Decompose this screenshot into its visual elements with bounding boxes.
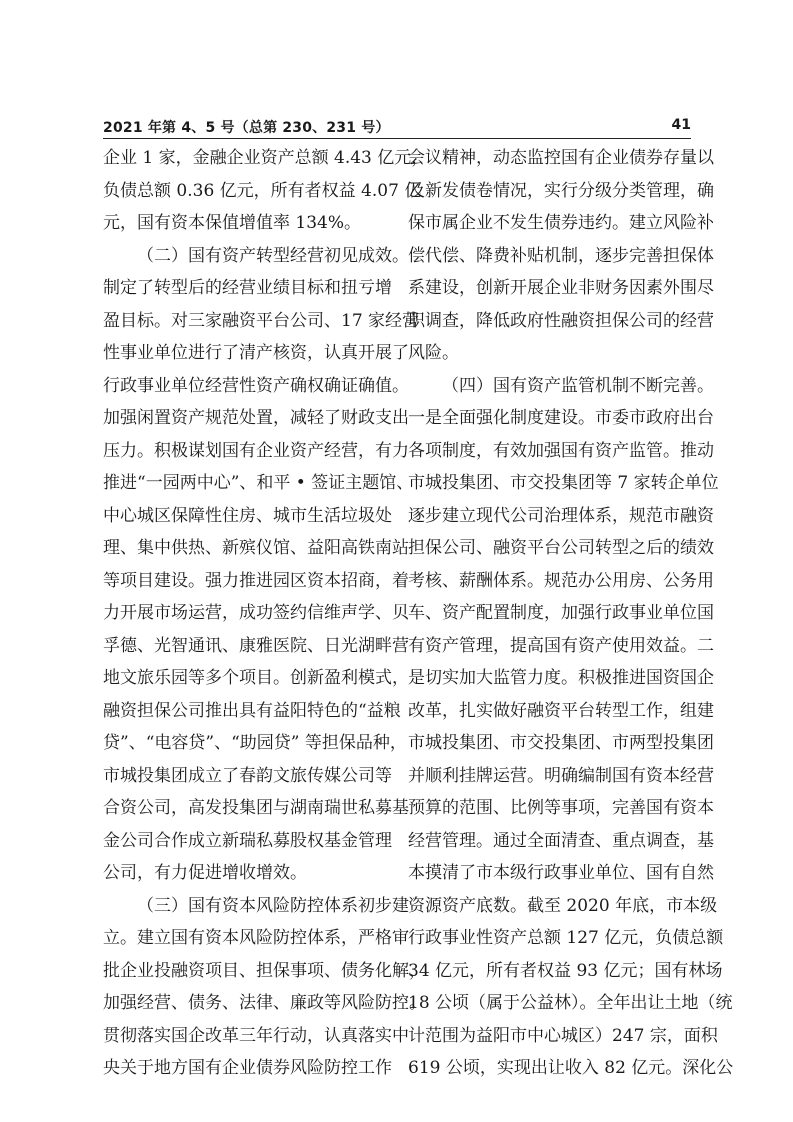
body-text-line: 融资担保公司推出具有益阳特色的“益粮 [103,700,401,721]
body-text-line: 各项制度，有效加强国有资产监管。推动 [408,440,714,461]
body-text-line: 元，国有资本保值增值率 134%。 [103,213,362,233]
body-text-line: 风险。 [408,343,459,363]
journal-issue-title: 2021 年第 4、5 号（总第 230、231 号） [103,120,390,136]
right-text-column [408,142,734,1085]
body-text-line: 34 亿元，所有者权益 93 亿元；国有林场 [408,960,723,981]
body-text-line: 并顺利挂牌运营。明确编制国有资本经营 [408,765,714,786]
body-text-line: 中心城区保障性住房、城市生活垃圾处 [103,505,392,526]
body-text-line: 偿代偿、降费补贴机制，逐步完善担保体 [408,245,714,266]
body-text-line: 立。建立国有资本风险防控体系，严格审 [103,928,409,948]
body-text-line: 是切实加大监管力度。积极推进国资国企 [408,668,714,688]
body-text-line: 车、资产配置制度，加强行政事业单位国 [408,603,714,623]
body-text-line: 理、集中供热、新殡仪馆、益阳高铁南站 [103,538,409,558]
page-number: 41 [671,117,691,133]
body-text-line: 央关于地方国有企业债券风险防控工作 [103,1058,392,1078]
body-text-line: 经营管理。通过全面清查、重点调查，基 [408,830,714,851]
body-text-line: 市城投集团、市交投集团、市两型投集团 [408,733,714,753]
body-text-line: 公司，有力促进增收增效。 [103,863,307,883]
body-text-line: 贯彻落实国企改革三年行动，认真落实中 [103,1025,409,1046]
body-text-line: 金公司合作成立新瑞私募股权基金管理 [103,830,392,851]
body-text-line: 性事业单位进行了清产核资，认真开展了 [103,343,409,363]
body-text-line: 保市属企业不发生债券违约。建立风险补 [408,213,714,233]
body-text-line: 负债总额 0.36 亿元，所有者权益 4.07 亿 [103,180,422,201]
body-text-line: 考核、薪酬体系。规范办公用房、公务用 [408,570,714,591]
body-text-line: 预算的范围、比例等事项，完善国有资本 [408,798,714,818]
running-header [103,117,691,139]
body-text-line: 市城投集团成立了春韵文旅传媒公司等 [103,765,392,786]
section-heading-line: （三）国有资本风险防控体系初步建 [137,895,409,916]
body-text-line: 有资产管理，提高国有资产使用效益。二 [408,635,714,656]
body-text-line: 制定了转型后的经营业绩目标和扭亏增 [103,278,392,298]
body-text-line: 等项目建设。强力推进园区资本招商，着 [103,570,409,591]
body-text-line: 会议精神，动态监控国有企业债券存量以 [408,148,714,168]
body-text-line: 18 公顷（属于公益林）。全年出让土地（统 [408,993,733,1013]
section-heading-line: （四）国有资产监管机制不断完善。 [442,375,714,396]
body-text-line: 地文旅乐园等多个项目。创新盈利模式， [103,668,409,688]
body-text-line: 逐步建立现代公司治理体系，规范市融资 [408,505,714,526]
header-rule [103,138,691,139]
body-text-line: 改革，扎实做好融资平台转型工作，组建 [408,700,714,721]
body-text-line: 推进“一园两中心”、和平 • 签证主题馆、 [103,473,414,493]
body-text-line: 盈目标。对三家融资平台公司、17 家经营 [103,310,420,331]
body-text-line: 行政事业性资产总额 127 亿元，负债总额 [408,928,724,948]
body-text-line: 力开展市场运营，成功签约信维声学、贝 [103,603,409,623]
body-text-line: 合资公司，高发投集团与湖南瑞世私募基 [103,798,409,818]
body-text-line: 担保公司、融资平台公司转型之后的绩效 [408,538,714,558]
body-text-line: 行政事业单位经营性资产确权确证确值。 [103,375,409,396]
body-text-line: 计范围为益阳市中心城区）247 宗，面积 [408,1025,718,1046]
body-text-line: 系建设，创新开展企业非财务因素外围尽 [408,278,714,298]
body-text-line: 压力。积极谋划国有企业资产经营，有力 [103,440,409,461]
body-text-line: 孚德、光智通讯、康雅医院、日光湖畔营 [103,635,409,656]
body-text-line: 职调查，降低政府性融资担保公司的经营 [408,310,714,331]
left-text-column [103,142,429,1085]
section-heading-line: （二）国有资产转型经营初见成效。 [137,245,409,266]
body-text-line: 本摸清了市本级行政事业单位、国有自然 [408,863,714,883]
body-text-line: 贷”、“电容贷”、“助园贷” 等担保品种， [103,733,407,753]
body-text-line: 及新发债卷情况，实行分级分类管理，确 [408,180,714,201]
body-text-line: 加强经营、债务、法律、廉政等风险防控。 [103,993,426,1013]
body-text-line: 一是全面强化制度建设。市委市政府出台 [408,408,714,428]
body-text-line: 资源资产底数。截至 2020 年底，市本级 [408,895,718,916]
body-text-line: 加强闲置资产规范处置，减轻了财政支出 [103,408,409,428]
body-text-line: 市城投集团、市交投集团等 7 家转企单位 [408,473,719,493]
body-text-line: 619 公顷，实现出让收入 82 亿元。深化公 [408,1058,734,1078]
body-text-line: 企业 1 家，金融企业资产总额 4.43 亿元， [103,148,429,168]
body-text-line: 批企业投融资项目、担保事项、债务化解， [103,960,426,981]
